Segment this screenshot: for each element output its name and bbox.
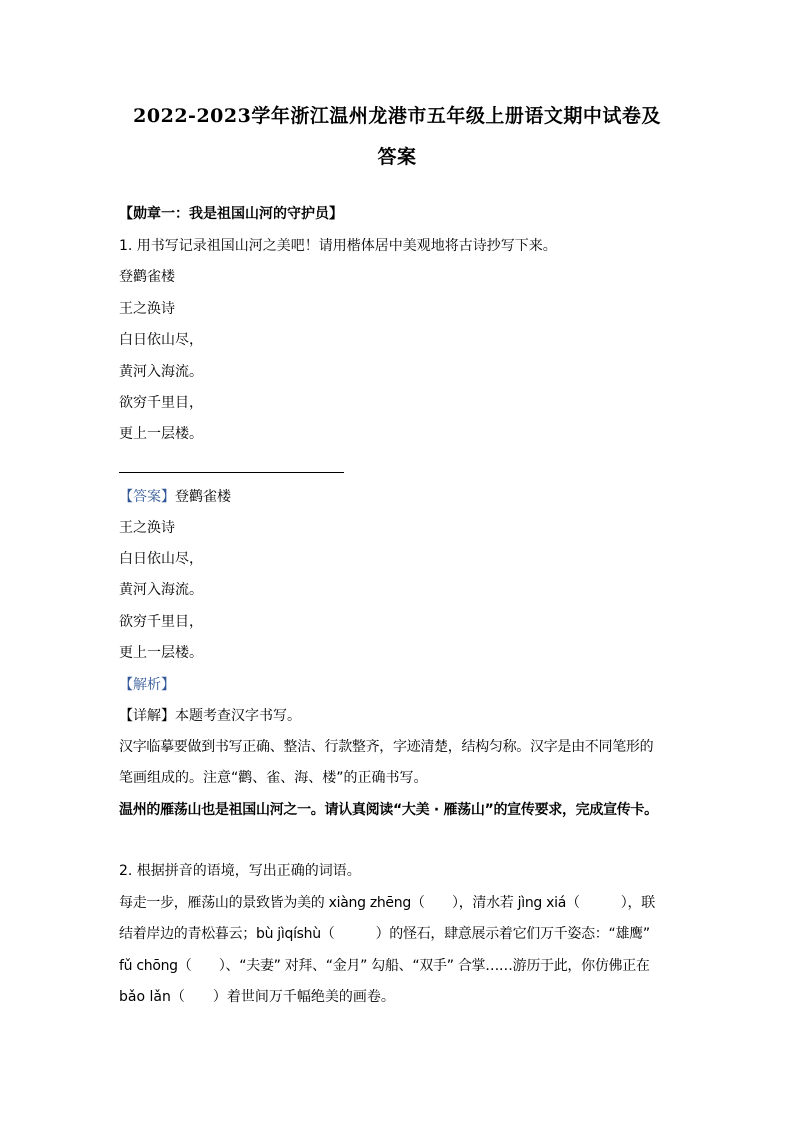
poem-line: 黄河入海流。 — [119, 364, 203, 380]
question-2-text: fǔ chōng（ ）、“夫妻” 对拜、“金月” 勾船、“双手” 合掌……游历于此，你仿佛正在 — [119, 958, 650, 974]
poem-line: 更上一层楼。 — [119, 426, 203, 442]
explanation-line: 笔画组成的。注意“鹳、雀、海、楼”的正确书写。 — [119, 770, 428, 786]
explanation-line: 汉字临摹要做到书写正确、整洁、行款整齐，字迹清楚，结构匀称。汉字是由不同笔形的 — [119, 739, 654, 755]
question-2-text: 每走一步，雁荡山的景致皆为美的 xiàng zhēng（ ），清水若 jìng xiá（ ），联 — [119, 895, 655, 911]
answer-line: 王之涣诗 — [119, 520, 175, 536]
detail-tag: 【详解】 — [119, 708, 175, 724]
answer-row — [119, 487, 231, 507]
answer-poem-title: 登鹳雀楼 — [175, 489, 231, 505]
answer-blank-line — [119, 472, 344, 473]
reading-intro: 温州的雁荡山也是祖国山河之一。请认真阅读“大美 · 雁荡山”的宣传要求，完成宣传卡。 — [119, 802, 658, 818]
answer-line: 欲穷千里目， — [119, 614, 203, 630]
poem-line: 欲穷千里目， — [119, 395, 203, 411]
question-2-text: 结着岸边的青松暮云；bù jìqíshù（ ）的怪石，肆意展示着它们万千姿态：“雄鹰” — [119, 926, 650, 942]
section-heading: 【勋章一：我是祖国山河的守护员】 — [119, 206, 343, 222]
answer-line: 白日依山尽， — [119, 551, 203, 567]
detail-row — [119, 706, 301, 726]
answer-line: 黄河入海流。 — [119, 582, 203, 598]
question-2-prompt: 2. 根据拼音的语境，写出正确的词语。 — [119, 863, 361, 879]
answer-line: 更上一层楼。 — [119, 645, 203, 661]
document-title-continued: 答案 — [377, 146, 417, 168]
document-title: 2022-2023学年浙江温州龙港市五年级上册语文期中试卷及 — [133, 105, 661, 127]
poem-author: 王之涣诗 — [119, 301, 175, 317]
detail-text: 本题考查汉字书写。 — [175, 708, 301, 724]
question-2-text: bǎo lǎn（ ）着世间万千幅绝美的画卷。 — [119, 989, 395, 1005]
poem-line: 白日依山尽， — [119, 332, 203, 348]
analysis-tag: 【解析】 — [119, 677, 175, 693]
answer-tag: 【答案】 — [119, 489, 175, 505]
poem-title: 登鹳雀楼 — [119, 269, 175, 285]
question-1-prompt: 1. 用书写记录祖国山河之美吧！请用楷体居中美观地将古诗抄写下来。 — [119, 238, 557, 254]
